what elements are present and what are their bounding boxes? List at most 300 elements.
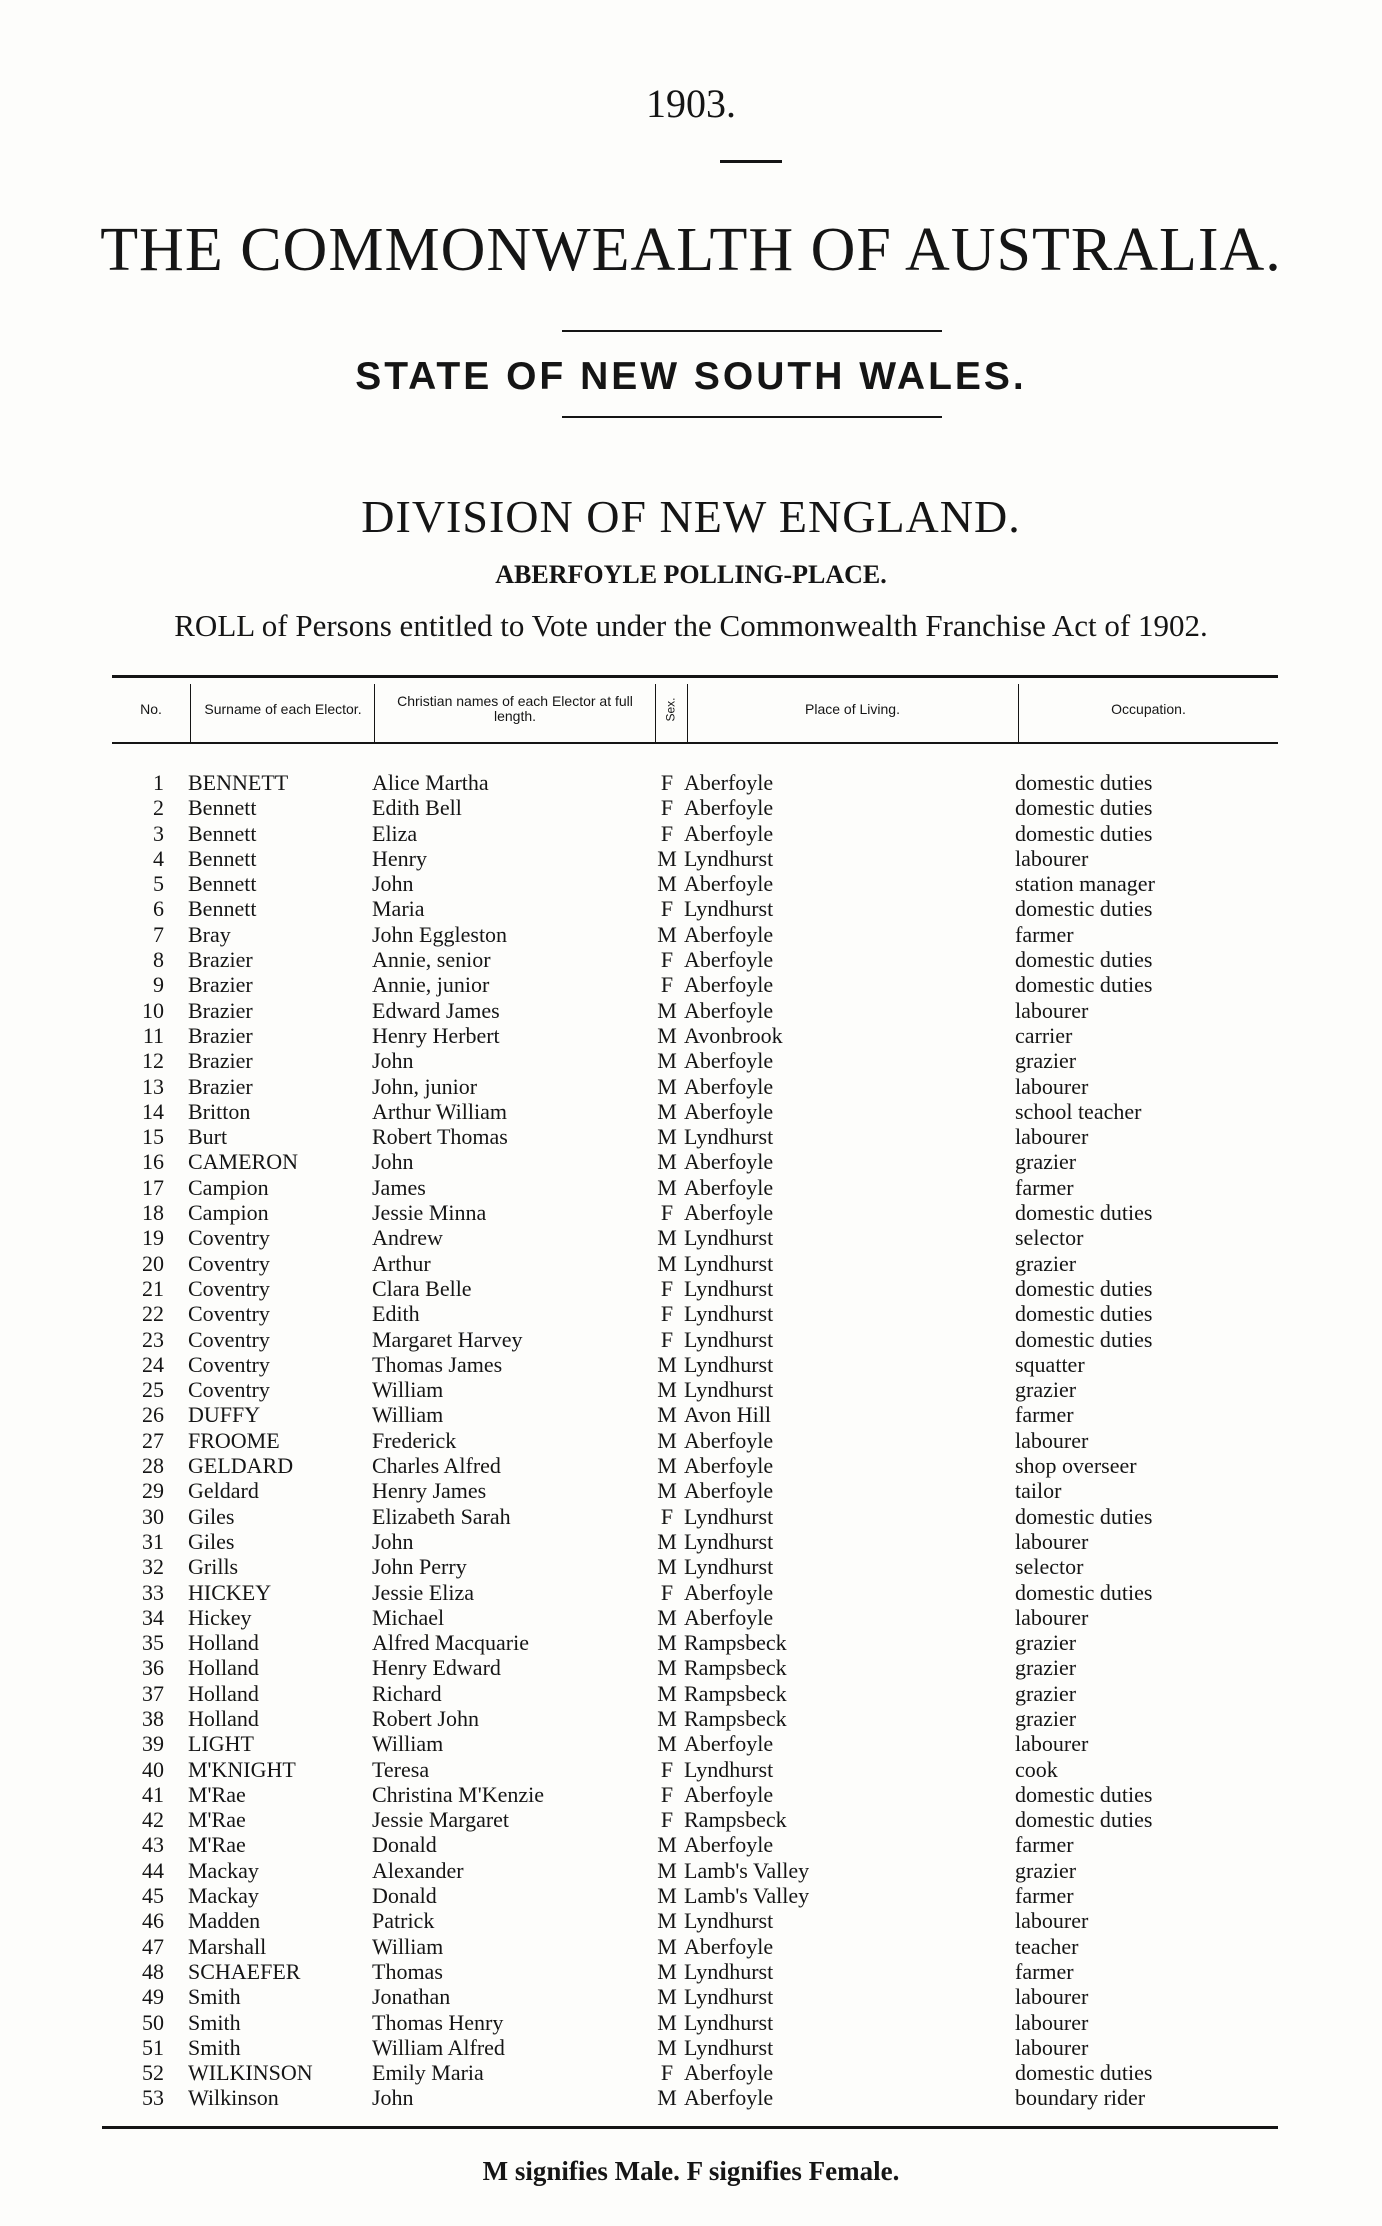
table-row [0, 1377, 1382, 1402]
cell-no: 45 [142, 1883, 164, 1909]
table-row [0, 1681, 1382, 1706]
cell-no: 48 [142, 1958, 164, 1984]
cell-christian: Donald [372, 1883, 437, 1909]
table-row [0, 1908, 1382, 1933]
cell-occupation: labourer [1015, 1124, 1089, 1150]
table-row [0, 1959, 1382, 1984]
cell-no: 13 [142, 1073, 164, 1099]
cell-sex: M [657, 871, 677, 897]
cell-sex: M [657, 1604, 677, 1630]
cell-no: 19 [142, 1225, 164, 1251]
cell-sex: M [657, 1883, 677, 1909]
cell-place: Lyndhurst [684, 1528, 774, 1554]
division-heading: DIVISION OF NEW ENGLAND. [361, 491, 1021, 542]
cell-place: Rampsbeck [684, 1630, 787, 1656]
cell-surname: Brazier [188, 997, 253, 1023]
cell-no: 25 [142, 1377, 164, 1403]
cell-surname: Brazier [188, 1073, 253, 1099]
cell-sex: F [660, 1200, 674, 1226]
cell-occupation: farmer [1015, 1832, 1074, 1858]
table-row [0, 1428, 1382, 1453]
cell-occupation: selector [1015, 1225, 1084, 1251]
cell-sex: F [660, 896, 674, 922]
cell-no: 12 [142, 1048, 164, 1074]
table-row [0, 1529, 1382, 1554]
cell-occupation: domestic duties [1015, 795, 1153, 821]
cell-place: Lamb's Valley [684, 1883, 810, 1909]
table-row [0, 1706, 1382, 1731]
cell-sex: M [657, 921, 677, 947]
cell-christian: Charles Alfred [372, 1453, 501, 1479]
table-row [0, 1807, 1382, 1832]
cell-no: 17 [142, 1174, 164, 1200]
cell-occupation: squatter [1015, 1351, 1085, 1377]
cell-occupation: farmer [1015, 921, 1074, 947]
header-divider [374, 684, 375, 742]
cell-place: Aberfoyle [684, 871, 774, 897]
cell-christian: Edith Bell [372, 795, 462, 821]
cell-occupation: domestic duties [1015, 2060, 1153, 2086]
cell-sex: M [657, 1022, 677, 1048]
cell-occupation: labourer [1015, 2034, 1089, 2060]
cell-christian: William [372, 1933, 444, 1959]
table-row [0, 1757, 1382, 1782]
cell-surname: Giles [188, 1528, 235, 1554]
cell-christian: Robert Thomas [372, 1124, 508, 1150]
table-row [0, 1301, 1382, 1326]
table-row [0, 1200, 1382, 1225]
cell-surname: M'Rae [188, 1781, 246, 1807]
cell-christian: John Eggleston [372, 921, 508, 947]
cell-sex: F [660, 1503, 674, 1529]
cell-sex: M [657, 1427, 677, 1453]
table-row [0, 1074, 1382, 1099]
cell-place: Lyndhurst [684, 1958, 774, 1984]
table-row [0, 1984, 1382, 2009]
cell-occupation: grazier [1015, 1705, 1077, 1731]
table-row [0, 1580, 1382, 1605]
cell-surname: Burt [188, 1124, 228, 1150]
cell-surname: WILKINSON [188, 2060, 313, 2086]
cell-place: Lamb's Valley [684, 1857, 810, 1883]
cell-surname: Bennett [188, 896, 257, 922]
cell-christian: William Alfred [372, 2034, 505, 2060]
cell-christian: Thomas [372, 1958, 443, 1984]
cell-place: Aberfoyle [684, 1174, 774, 1200]
cell-surname: Madden [188, 1908, 261, 1934]
table-row [0, 846, 1382, 871]
cell-christian: Arthur [372, 1250, 431, 1276]
cell-place: Aberfoyle [684, 2060, 774, 2086]
cell-place: Lyndhurst [684, 1351, 774, 1377]
cell-surname: Bennett [188, 871, 257, 897]
cell-no: 50 [142, 2009, 164, 2035]
cell-sex: M [657, 2085, 677, 2111]
cell-no: 37 [142, 1680, 164, 1706]
cell-christian: John [372, 2085, 414, 2111]
cell-sex: F [660, 2060, 674, 2086]
cell-christian: John [372, 1528, 414, 1554]
cell-occupation: domestic duties [1015, 896, 1153, 922]
cell-surname: Holland [188, 1655, 259, 1681]
cell-no: 9 [153, 972, 164, 998]
cell-surname: Mackay [188, 1857, 259, 1883]
cell-no: 22 [142, 1301, 164, 1327]
table-row [0, 1251, 1382, 1276]
cell-sex: M [657, 1124, 677, 1150]
table-row [0, 1225, 1382, 1250]
table-row [0, 1782, 1382, 1807]
cell-sex: M [657, 1174, 677, 1200]
header-bottom-rule [112, 742, 1278, 744]
cell-no: 5 [153, 871, 164, 897]
cell-surname: Giles [188, 1503, 235, 1529]
cell-place: Lyndhurst [684, 1756, 774, 1782]
cell-occupation: school teacher [1015, 1098, 1142, 1124]
cell-no: 44 [142, 1857, 164, 1883]
column-header-christian: Christian names of each Elector at full length. [397, 693, 633, 724]
cell-christian: John Perry [372, 1554, 467, 1580]
cell-christian: Elizabeth Sarah [372, 1503, 511, 1529]
state-rule-top [562, 330, 942, 332]
cell-christian: Thomas Henry [372, 2009, 504, 2035]
table-bottom-rule [102, 2126, 1278, 2129]
cell-occupation: labourer [1015, 1908, 1089, 1934]
cell-christian: William [372, 1377, 444, 1403]
cell-sex: M [657, 1908, 677, 1934]
cell-surname: M'KNIGHT [188, 1756, 296, 1782]
cell-occupation: farmer [1015, 1883, 1074, 1909]
cell-surname: Brazier [188, 947, 253, 973]
cell-no: 38 [142, 1705, 164, 1731]
cell-christian: Alexander [372, 1857, 464, 1883]
cell-occupation: domestic duties [1015, 1503, 1153, 1529]
cell-christian: Christina M'Kenzie [372, 1781, 544, 1807]
cell-sex: M [657, 1377, 677, 1403]
column-header-no: No. [140, 700, 162, 717]
cell-occupation: grazier [1015, 1250, 1077, 1276]
cell-sex: F [660, 820, 674, 846]
cell-no: 46 [142, 1908, 164, 1934]
header-divider [655, 684, 656, 742]
cell-surname: BENNETT [188, 770, 289, 795]
cell-surname: Coventry [188, 1326, 270, 1352]
cell-sex: F [660, 1275, 674, 1301]
cell-sex: M [657, 1048, 677, 1074]
cell-sex: M [657, 1478, 677, 1504]
cell-occupation: shop overseer [1015, 1453, 1137, 1479]
cell-no: 42 [142, 1807, 164, 1833]
cell-christian: Frederick [372, 1427, 457, 1453]
cell-christian: William [372, 1731, 444, 1757]
table-row [0, 922, 1382, 947]
cell-no: 10 [142, 997, 164, 1023]
cell-occupation: grazier [1015, 1857, 1077, 1883]
cell-occupation: domestic duties [1015, 1275, 1153, 1301]
cell-occupation: domestic duties [1015, 1579, 1153, 1605]
cell-occupation: labourer [1015, 997, 1089, 1023]
cell-christian: John, junior [372, 1073, 478, 1099]
cell-no: 27 [142, 1427, 164, 1453]
cell-christian: Jonathan [372, 1984, 451, 2010]
cell-surname: Hickey [188, 1604, 252, 1630]
cell-occupation: domestic duties [1015, 1200, 1153, 1226]
cell-christian: Jessie Minna [372, 1200, 487, 1226]
cell-sex: M [657, 1554, 677, 1580]
cell-occupation: labourer [1015, 1984, 1089, 2010]
cell-place: Lyndhurst [684, 1326, 774, 1352]
cell-place: Lyndhurst [684, 1377, 774, 1403]
cell-place: Lyndhurst [684, 1503, 774, 1529]
cell-place: Lyndhurst [684, 2009, 774, 2035]
cell-christian: John [372, 1149, 414, 1175]
table-row [0, 1731, 1382, 1756]
state-rule-bottom [562, 416, 942, 418]
cell-occupation: domestic duties [1015, 1807, 1153, 1833]
cell-christian: John [372, 871, 414, 897]
cell-surname: Holland [188, 1630, 259, 1656]
table-row [0, 1630, 1382, 1655]
cell-place: Rampsbeck [684, 1705, 787, 1731]
cell-place: Aberfoyle [684, 1579, 774, 1605]
cell-surname: SCHAEFER [188, 1958, 301, 1984]
cell-place: Lyndhurst [684, 1275, 774, 1301]
cell-no: 11 [142, 1022, 164, 1048]
cell-sex: M [657, 1832, 677, 1858]
cell-no: 18 [142, 1200, 164, 1226]
title-rule [720, 160, 782, 163]
cell-christian: Michael [372, 1604, 445, 1630]
cell-sex: M [657, 1453, 677, 1479]
cell-occupation: selector [1015, 1554, 1084, 1580]
cell-christian: Emily Maria [372, 2060, 484, 2086]
cell-surname: Brazier [188, 1022, 253, 1048]
cell-christian: Alfred Macquarie [372, 1630, 529, 1656]
cell-surname: Smith [188, 1984, 241, 2010]
cell-christian: Andrew [372, 1225, 443, 1251]
cell-place: Aberfoyle [684, 1832, 774, 1858]
cell-occupation: domestic duties [1015, 972, 1153, 998]
cell-place: Lyndhurst [684, 2034, 774, 2060]
cell-place: Lyndhurst [684, 1984, 774, 2010]
cell-no: 6 [153, 896, 164, 922]
cell-place: Aberfoyle [684, 997, 774, 1023]
cell-christian: Patrick [372, 1908, 435, 1934]
cell-christian: Robert John [372, 1705, 479, 1731]
cell-surname: Coventry [188, 1301, 270, 1327]
cell-occupation: domestic duties [1015, 770, 1153, 795]
cell-christian: Henry Edward [372, 1655, 501, 1681]
cell-no: 29 [142, 1478, 164, 1504]
table-row [0, 972, 1382, 997]
cell-place: Aberfoyle [684, 820, 774, 846]
cell-surname: HICKEY [188, 1579, 272, 1605]
roll-title: ROLL of Persons entitled to Vote under the Commonwealth Franchise Act of 1902. [174, 608, 1208, 643]
cell-christian: William [372, 1402, 444, 1428]
page-title: THE COMMONWEALTH OF AUSTRALIA. [100, 216, 1282, 284]
cell-sex: F [660, 770, 674, 795]
cell-sex: F [660, 795, 674, 821]
cell-no: 8 [153, 947, 164, 973]
cell-place: Aberfoyle [684, 795, 774, 821]
table-row [0, 1327, 1382, 1352]
cell-no: 35 [142, 1630, 164, 1656]
cell-occupation: domestic duties [1015, 820, 1153, 846]
cell-christian: Teresa [372, 1756, 430, 1782]
cell-sex: M [657, 2034, 677, 2060]
cell-surname: Coventry [188, 1351, 270, 1377]
header-divider [1018, 684, 1019, 742]
cell-place: Aberfoyle [684, 1933, 774, 1959]
cell-sex: M [657, 1958, 677, 1984]
cell-sex: F [660, 947, 674, 973]
cell-sex: M [657, 2009, 677, 2035]
cell-christian: John [372, 1048, 414, 1074]
cell-no: 7 [153, 921, 164, 947]
cell-no: 41 [142, 1781, 164, 1807]
cell-place: Aberfoyle [684, 1604, 774, 1630]
cell-surname: Holland [188, 1705, 259, 1731]
cell-sex: M [657, 1857, 677, 1883]
table-row [0, 1858, 1382, 1883]
cell-occupation: domestic duties [1015, 1326, 1153, 1352]
cell-occupation: farmer [1015, 1402, 1074, 1428]
cell-place: Aberfoyle [684, 2085, 774, 2111]
cell-sex: M [657, 1250, 677, 1276]
cell-no: 53 [142, 2085, 164, 2111]
cell-occupation: labourer [1015, 1073, 1089, 1099]
cell-occupation: tailor [1015, 1478, 1062, 1504]
cell-no: 4 [153, 845, 164, 871]
table-row [0, 2010, 1382, 2035]
cell-surname: Grills [188, 1554, 239, 1580]
cell-surname: Brazier [188, 972, 253, 998]
table-row [0, 998, 1382, 1023]
cell-no: 28 [142, 1453, 164, 1479]
table-row [0, 2085, 1382, 2110]
table-row [0, 1605, 1382, 1630]
cell-christian: Alice Martha [372, 770, 489, 795]
cell-sex: F [660, 1301, 674, 1327]
cell-surname: LIGHT [188, 1731, 254, 1757]
cell-occupation: labourer [1015, 1731, 1089, 1757]
cell-place: Aberfoyle [684, 770, 774, 795]
cell-no: 39 [142, 1731, 164, 1757]
cell-place: Aberfoyle [684, 1098, 774, 1124]
table-row [0, 871, 1382, 896]
cell-surname: Bennett [188, 820, 257, 846]
table-row [0, 2035, 1382, 2060]
table-row [0, 1124, 1382, 1149]
table-row [0, 1175, 1382, 1200]
cell-surname: CAMERON [188, 1149, 299, 1175]
cell-surname: Coventry [188, 1377, 270, 1403]
cell-no: 3 [153, 820, 164, 846]
cell-place: Aberfoyle [684, 1073, 774, 1099]
cell-surname: Smith [188, 2034, 241, 2060]
cell-occupation: labourer [1015, 1528, 1089, 1554]
table-row [0, 1023, 1382, 1048]
cell-no: 2 [153, 795, 164, 821]
cell-surname: Campion [188, 1174, 269, 1200]
cell-sex: M [657, 845, 677, 871]
cell-surname: M'Rae [188, 1807, 246, 1833]
table-row [0, 1478, 1382, 1503]
cell-occupation: farmer [1015, 1174, 1074, 1200]
cell-place: Aberfoyle [684, 1149, 774, 1175]
cell-occupation: grazier [1015, 1149, 1077, 1175]
table-row [0, 1276, 1382, 1301]
cell-place: Lyndhurst [684, 1124, 774, 1150]
cell-sex: M [657, 1225, 677, 1251]
cell-christian: Jessie Eliza [372, 1579, 475, 1605]
column-header-sex-label: Sex. [663, 696, 678, 722]
header-divider [687, 684, 688, 742]
cell-place: Aberfoyle [684, 1453, 774, 1479]
cell-sex: M [657, 1984, 677, 2010]
cell-no: 51 [142, 2034, 164, 2060]
cell-place: Aberfoyle [684, 1478, 774, 1504]
cell-no: 34 [142, 1604, 164, 1630]
column-header-place: Place of Living. [805, 700, 900, 717]
table-row [0, 1402, 1382, 1427]
table-top-rule [112, 675, 1278, 678]
cell-no: 24 [142, 1351, 164, 1377]
state-heading: STATE OF NEW SOUTH WALES. [355, 355, 1027, 398]
cell-surname: Bennett [188, 795, 257, 821]
cell-place: Aberfoyle [684, 1427, 774, 1453]
cell-occupation: grazier [1015, 1655, 1077, 1681]
cell-sex: M [657, 1680, 677, 1706]
cell-place: Aberfoyle [684, 1048, 774, 1074]
cell-sex: F [660, 1756, 674, 1782]
cell-no: 26 [142, 1402, 164, 1428]
cell-occupation: carrier [1015, 1022, 1073, 1048]
cell-no: 1 [153, 770, 164, 795]
table-row [0, 1149, 1382, 1174]
cell-occupation: grazier [1015, 1680, 1077, 1706]
cell-place: Lyndhurst [684, 1554, 774, 1580]
cell-surname: Coventry [188, 1225, 270, 1251]
cell-place: Lyndhurst [684, 845, 774, 871]
cell-occupation: labourer [1015, 1427, 1089, 1453]
table-row [0, 1655, 1382, 1680]
table-row [0, 770, 1382, 795]
cell-sex: F [660, 1579, 674, 1605]
cell-occupation: station manager [1015, 871, 1155, 897]
elector-list [0, 770, 1382, 2111]
cell-surname: Smith [188, 2009, 241, 2035]
page-year: 1903. [646, 81, 736, 126]
cell-no: 16 [142, 1149, 164, 1175]
cell-sex: M [657, 1098, 677, 1124]
cell-surname: DUFFY [188, 1402, 261, 1428]
cell-sex: M [657, 1149, 677, 1175]
cell-sex: M [657, 1731, 677, 1757]
cell-christian: Henry Herbert [372, 1022, 500, 1048]
cell-occupation: domestic duties [1015, 947, 1153, 973]
cell-no: 40 [142, 1756, 164, 1782]
cell-place: Aberfoyle [684, 972, 774, 998]
table-row [0, 821, 1382, 846]
cell-occupation: teacher [1015, 1933, 1079, 1959]
column-header-surname: Surname of each Elector. [204, 700, 362, 717]
cell-sex: M [657, 1630, 677, 1656]
cell-surname: Marshall [188, 1933, 267, 1959]
cell-christian: Maria [372, 896, 425, 922]
cell-sex: M [657, 997, 677, 1023]
cell-christian: Richard [372, 1680, 442, 1706]
